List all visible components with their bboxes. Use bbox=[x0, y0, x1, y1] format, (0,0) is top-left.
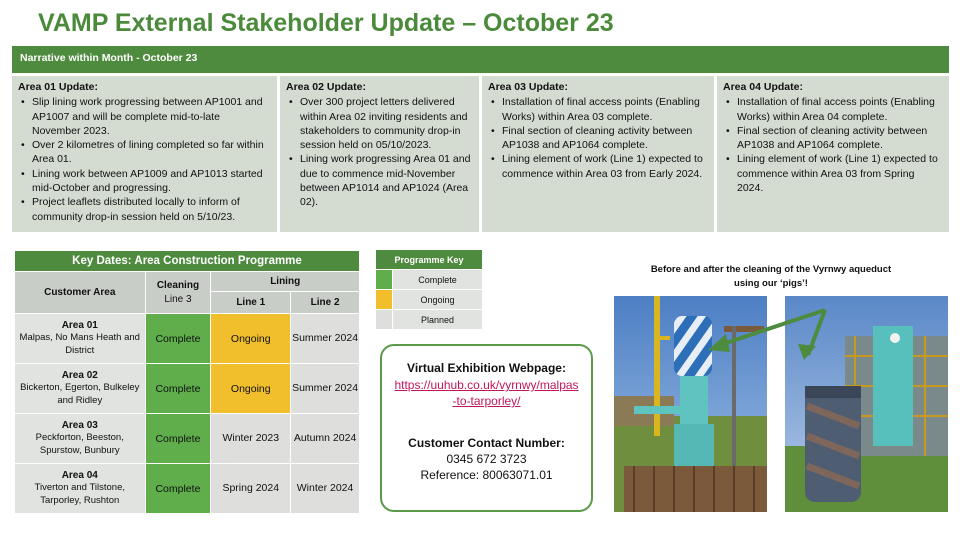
area-name: Area 01 bbox=[61, 319, 98, 331]
col-line1: Line 1 bbox=[211, 292, 291, 314]
area-places: Peckforton, Beeston, Spurstow, Bunbury bbox=[35, 432, 124, 456]
area-cell bbox=[15, 314, 146, 364]
cleaning-status: Complete bbox=[145, 464, 211, 514]
col-customer-area: Customer Area bbox=[15, 272, 146, 314]
exhibition-heading: Virtual Exhibition Webpage: bbox=[407, 361, 566, 375]
area-heading: Area 04 Update: bbox=[723, 81, 803, 93]
bullet: • Installation of final access points (Enabling Works) within Area 03 complete. bbox=[488, 95, 708, 124]
contact-heading: Customer Contact Number: bbox=[408, 436, 565, 450]
area-name: Area 04 bbox=[61, 469, 98, 481]
contact-reference: Reference: 80063071.01 bbox=[420, 468, 553, 482]
cleaning-status: Complete bbox=[145, 314, 211, 364]
col-cleaning bbox=[145, 272, 211, 314]
bullet: • Lining element of work (Line 1) expected to commence within Area 03 from Early 2024. bbox=[488, 152, 708, 181]
area-updates bbox=[12, 76, 949, 232]
cleaning-status: Complete bbox=[145, 364, 211, 414]
table-row bbox=[15, 414, 360, 464]
area-name: Area 03 bbox=[61, 419, 98, 431]
contact-phone: 0345 672 3723 bbox=[446, 452, 527, 466]
area-update-card bbox=[717, 76, 949, 232]
bullet: • Project leaflets distributed locally to inform of community drop-in session held on 5/10/23. bbox=[18, 195, 271, 224]
col-cleaning-label: Cleaning bbox=[156, 279, 200, 291]
table-row bbox=[15, 314, 360, 364]
area-update-card bbox=[280, 76, 479, 232]
bullet: • Final section of cleaning activity between AP1038 and AP1064 complete. bbox=[723, 124, 943, 153]
area-heading: Area 01 Update: bbox=[18, 81, 98, 93]
bullet: • Installation of final access points (Enabling Works) within Area 04 complete. bbox=[723, 95, 943, 124]
col-lining: Lining bbox=[211, 272, 360, 292]
line2-status: Autumn 2024 bbox=[291, 414, 360, 464]
bullet: • Final section of cleaning activity between AP1038 and AP1064 complete. bbox=[488, 124, 708, 153]
area-places: Tiverton and Tilstone, Tarporley, Rushton bbox=[34, 482, 125, 506]
line1-status: Winter 2023 bbox=[211, 414, 291, 464]
exhibition-link[interactable]: https://uuhub.co.uk/vyrnwy/malpas-to-tarporley/ bbox=[394, 378, 579, 408]
key-dates-table bbox=[14, 250, 360, 514]
photo-caption: Before and after the cleaning of the Vyrnwy aqueduct using our ‘pigs’! bbox=[650, 264, 892, 289]
line1-status: Ongoing bbox=[211, 314, 291, 364]
programme-key bbox=[375, 249, 483, 330]
area-heading: Area 03 Update: bbox=[488, 81, 568, 93]
key-label-complete: Complete bbox=[393, 270, 483, 290]
cleaning-status: Complete bbox=[145, 414, 211, 464]
area-update-card bbox=[482, 76, 714, 232]
line2-status: Summer 2024 bbox=[291, 364, 360, 414]
bullet: • Lining work progressing Area 01 and due to commence mid-November between AP1014 and AP1024 (Area 02). bbox=[286, 152, 473, 209]
page-title: VAMP External Stakeholder Update – October 23 bbox=[38, 9, 614, 37]
planned-swatch bbox=[376, 310, 393, 330]
table-row bbox=[15, 364, 360, 414]
area-cell bbox=[15, 464, 146, 514]
bullet: • Over 2 kilometres of lining completed so far within Area 01. bbox=[18, 138, 271, 167]
ongoing-swatch bbox=[376, 290, 393, 310]
area-places: Bickerton, Egerton, Bulkeley and Ridley bbox=[20, 382, 140, 406]
arrow-icon bbox=[700, 300, 840, 360]
line2-status: Summer 2024 bbox=[291, 314, 360, 364]
area-heading: Area 02 Update: bbox=[286, 81, 366, 93]
exhibition-box bbox=[380, 344, 593, 512]
line1-status: Spring 2024 bbox=[211, 464, 291, 514]
bullet: • Lining work between AP1009 and AP1013 started mid-October and progressing. bbox=[18, 167, 271, 196]
narrative-header: Narrative within Month - October 23 bbox=[12, 46, 949, 73]
area-name: Area 02 bbox=[61, 369, 98, 381]
programme-key-title: Programme Key bbox=[376, 250, 483, 270]
area-update-card bbox=[12, 76, 277, 232]
key-dates-title: Key Dates: Area Construction Programme bbox=[15, 251, 360, 272]
line2-status: Winter 2024 bbox=[291, 464, 360, 514]
table-row bbox=[15, 464, 360, 514]
area-cell bbox=[15, 414, 146, 464]
area-places: Malpas, No Mans Heath and District bbox=[19, 332, 140, 356]
bullet: • Over 300 project letters delivered within Area 02 inviting residents and stakeholders to community drop-in session held on 05/10/2023. bbox=[286, 95, 473, 152]
line1-status: Ongoing bbox=[211, 364, 291, 414]
bullet: • Lining element of work (Line 1) expected to commence within Area 03 from Spring 2024. bbox=[723, 152, 943, 195]
bullet: • Slip lining work progressing between AP1001 and AP1007 and will be complete mid-to-late November 2023. bbox=[18, 95, 271, 138]
key-label-planned: Planned bbox=[393, 310, 483, 330]
key-label-ongoing: Ongoing bbox=[393, 290, 483, 310]
complete-swatch bbox=[376, 270, 393, 290]
col-line2: Line 2 bbox=[291, 292, 360, 314]
col-cleaning-sub: Line 3 bbox=[164, 293, 192, 305]
area-cell bbox=[15, 364, 146, 414]
